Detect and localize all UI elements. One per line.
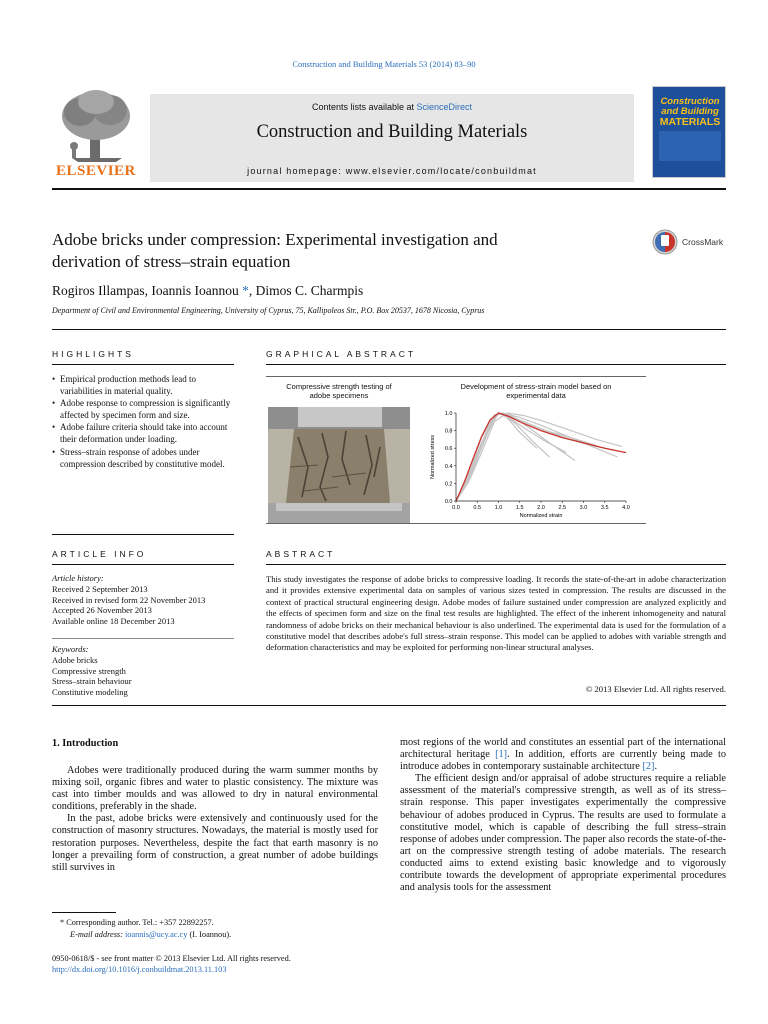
highlight-item: • Stress–strain response of adobes under compression described by constitutive model.: [52, 446, 232, 470]
body-text-run: .: [654, 761, 658, 773]
highlights-heading: HIGHLIGHTS: [52, 349, 134, 359]
journal-masthead: [52, 86, 726, 182]
y-tick-label: 0.8: [444, 428, 453, 435]
y-tick-label: 0.2: [444, 481, 453, 488]
keywords: [52, 644, 238, 698]
paper-title: [52, 229, 632, 273]
masthead-divider: [52, 188, 726, 190]
corresponding-author-marker[interactable]: *: [242, 283, 249, 298]
keyword-item: Stress–strain behaviour: [52, 676, 132, 687]
chart-caption-line-2: experimental data: [506, 391, 566, 400]
keyword-item: Compressive strength: [52, 665, 126, 676]
history-item: Received 2 September 2013: [52, 583, 148, 594]
history-item: Received in revised form 22 November 2013: [52, 594, 206, 605]
y-tick-label: 0.4: [444, 463, 453, 470]
graphical-abstract-rule: [266, 364, 726, 365]
issn-line: 0950-0618/$ - see front matter © 2013 Elsevier Ltd. All rights reserved.: [52, 954, 291, 963]
photo-caption-line-2: adobe specimens: [309, 391, 369, 400]
affiliation: Department of Civil and Environmental Engineering, University of Cyprus, 75, Kallipoleos Str., P.O. Box 20537, 1678 Nicosia, Cyprus: [52, 306, 485, 315]
chart-x-label: Normalized strain: [519, 513, 563, 519]
photo-caption: [268, 382, 410, 400]
article-info-rule: [52, 564, 234, 565]
experimental-curve: [456, 413, 567, 501]
authors-first: Rogiros Illampas, Ioannis Ioannou: [52, 283, 239, 298]
highlight-item: • Adobe response to compression is significantly affected by specimen form and size.: [52, 397, 232, 421]
x-tick-label: 3.5: [600, 505, 609, 511]
corresponding-author-note: * Corresponding author. Tel.: +357 22892257.: [60, 918, 214, 927]
keywords-rule: [52, 638, 234, 639]
chart-caption: [426, 382, 646, 400]
body-paragraph: The efficient design and/or appraisal of adobe structures require a reliable assessment of the material's compressive strength, as well as of its stress–strain response. This paper investigates experimentally the compressive behaviour of adobes produced in Cyprus. The results are used to formulate a constitutive model, which is capable of describing the full stress–strain response of adobes under compression. The paper also records the state-of-the-art on the compressive strength testing of adobe materials. The research conducted aims to extend existing basic knowledge and to vigorously contribute towards the development of appropriate experimental procedures and analysis tools for the assessment: [400, 773, 726, 894]
graphical-abstract-figure: [266, 376, 646, 524]
highlights-rule: [52, 364, 234, 365]
model-curve: [456, 413, 626, 501]
elsevier-wordmark: ELSEVIER: [56, 163, 136, 179]
email-label: E-mail address:: [70, 930, 125, 939]
title-line-1: Adobe bricks under compression: Experimental investigation and: [52, 230, 498, 249]
abstract-bottom-rule: [52, 705, 726, 706]
email-link[interactable]: ioannis@ucy.ac.cy: [125, 930, 188, 939]
doi-link-text[interactable]: http://dx.doi.org/10.1016/j.conbuildmat.2013.11.103: [52, 965, 227, 974]
crossmark-button[interactable]: [652, 229, 732, 259]
email-footnote: [70, 929, 231, 940]
x-tick-label: 4.0: [622, 505, 630, 511]
elsevier-tree-logo: [52, 86, 142, 182]
experimental-curves: [456, 413, 622, 501]
citation-link[interactable]: [2]: [642, 761, 655, 773]
body-text-run: . In addition, efforts are currently being made to introduce adobes in contemporary sustainable architecture: [400, 749, 726, 773]
x-tick-label: 2.0: [537, 505, 545, 511]
doi-link[interactable]: [52, 964, 226, 975]
abstract-rule: [266, 564, 726, 565]
body-paragraph-continued: [400, 737, 726, 773]
x-tick-label: 1.5: [515, 505, 524, 511]
authors-rest: , Dimos C. Charmpis: [248, 283, 364, 298]
y-tick-label: 1.0: [444, 411, 453, 417]
keywords-label: Keywords:: [52, 644, 89, 654]
highlights-list: [52, 373, 232, 470]
model-series-line: [456, 413, 626, 501]
contents-prefix: Contents lists available at: [311, 102, 417, 112]
x-tick-label: 2.5: [558, 505, 567, 511]
keyword-item: Constitutive modeling: [52, 687, 128, 698]
history-item: Available online 18 December 2013: [52, 616, 175, 627]
cover-title-line-1: Construction: [660, 96, 720, 107]
adobe-specimen-photo: [268, 407, 410, 523]
keyword-item: Adobe bricks: [52, 654, 98, 665]
cover-decoration: [659, 131, 721, 161]
article-history: [52, 573, 238, 627]
contents-line: [150, 102, 634, 112]
experimental-curve: [456, 413, 537, 501]
body-left-column: [52, 765, 378, 874]
x-tick-label: 0.5: [473, 505, 482, 511]
chart-y-label: Normalized stress: [430, 434, 436, 480]
y-tick-label: 0.6: [444, 446, 453, 453]
citation-link[interactable]: [1]: [495, 749, 508, 761]
x-tick-label: 1.0: [494, 505, 503, 511]
stress-strain-chart: [416, 405, 644, 525]
body-paragraph: In the past, adobe bricks were extensively and continuously used for the construction of masonry structures. Nowadays, the material is mostly used for restoration purposes. Nevertheless, despite the fact that earth masonry is no longer a prevailing form of construction, a great number of adobe buildings still survives in: [52, 813, 378, 873]
cover-title-line-3: MATERIALS: [659, 116, 721, 128]
crossmark-label: CrossMark: [682, 237, 724, 247]
sciencedirect-link[interactable]: ScienceDirect: [416, 102, 473, 112]
cover-title: [657, 97, 723, 127]
body-paragraph: Adobes were traditionally produced during the warm summer months by mixing soil, organic fibres and water to plastic consistency. The mixture was cast into timber moulds and was allowed to dry in natural environmental conditions, preferably in the shade.: [52, 765, 378, 813]
journal-header-box: [150, 94, 634, 182]
title-line-2: derivation of stress–strain equation: [52, 252, 291, 271]
history-item: Accepted 26 November 2013: [52, 605, 152, 616]
tree-icon: [52, 86, 142, 164]
highlight-item: • Adobe failure criteria should take into account their deformation under loading.: [52, 421, 232, 445]
journal-homepage[interactable]: journal homepage: www.elsevier.com/locate/conbuildmat: [247, 166, 537, 176]
x-tick-label: 0.0: [452, 505, 460, 511]
chart-caption-line-1: Development of stress-strain model based on: [460, 382, 612, 391]
email-suffix: (I. Ioannou).: [187, 930, 232, 939]
x-tick-label: 3.0: [579, 505, 588, 511]
journal-reference-link[interactable]: Construction and Building Materials 53 (2014) 83–90: [292, 59, 476, 69]
photo-caption-line-1: Compressive strength testing of: [286, 382, 392, 391]
abstract-copyright: © 2013 Elsevier Ltd. All rights reserved.: [585, 684, 726, 694]
author-list: [52, 283, 363, 299]
history-label: Article history:: [52, 573, 104, 583]
cover-title-line-2: and Building: [661, 106, 719, 117]
article-info-heading: ARTICLE INFO: [52, 549, 147, 559]
introduction-heading: 1. Introduction: [52, 738, 119, 749]
crossmark-icon: [652, 229, 678, 255]
graphical-abstract-heading: GRAPHICAL ABSTRACT: [266, 349, 417, 359]
experimental-curve: [456, 413, 622, 501]
title-divider: [52, 329, 726, 330]
journal-title: Construction and Building Materials: [256, 122, 528, 142]
y-tick-label: 0.0: [444, 499, 453, 505]
highlights-bottom-rule: [52, 534, 234, 535]
abstract-text: This study investigates the response of adobe bricks to compressive loading. It records the state-of-the-art in adobe characterization and it provides extensive experimental data on samples of various sizes tested in compression. The results are discussed in the context of practical structural engineering design. Adobe modes of failure sustained under compression are analyzed explicitly and the effects of specimen form and size on the final test results are highlighted. The effect of the inherent inhomogeneity and natural randomness of adobe bricks on their mechanical behaviour is also underlined. The experimental data is used for the formulation of a constitutive model that describes adobe's full stress–strain response. This model can be applied to adobes with variable strength and deformation characteristics and may be exploited for performing non-linear structural analyses.: [266, 574, 726, 653]
body-right-column: [400, 737, 726, 894]
footnote-rule: [52, 912, 116, 913]
highlight-item: • Empirical production methods lead to variabilities in material quality.: [52, 373, 232, 397]
abstract-heading: ABSTRACT: [266, 549, 336, 559]
journal-cover-thumbnail: [652, 86, 726, 178]
body-text-run: most regions of the world and constitutes an essential part of the international architectural heritage: [400, 737, 726, 761]
